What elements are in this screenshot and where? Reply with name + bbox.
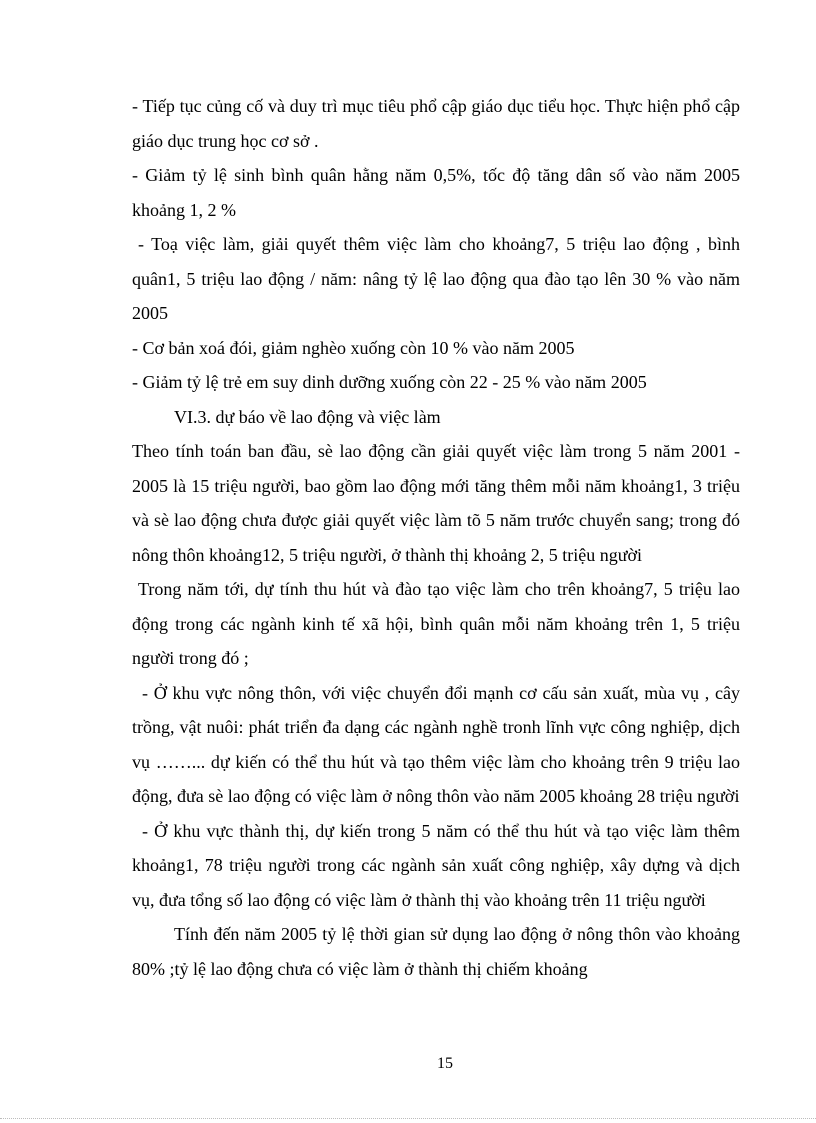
paragraph-rural-area: - Ở khu vực nông thôn, với việc chuyển đổi mạnh cơ cấu sản xuất, mùa vụ , cây trồng, vật nuôi: phát triển đa dạng các ngành nghề tronh lĩnh vực công nghiệp, dịch vụ ……... dự kiến có thể thu hút và tạo thêm việc làm cho khoảng trên 9 triệu lao động, đưa sè lao động có việc làm ở nông thôn vào năm 2005 khoảng 28 triệu người [132,682,740,806]
section-heading: VI.3. dự báo về lao động và việc làm [174,406,441,427]
paragraph-coming-year: Trong năm tới, dự tính thu hút và đào tạo việc làm cho trên khoảng7, 5 triệu lao động trong các ngành kinh tế xã hội, bình quân mỗi năm khoảng trên 1, 5 triệu người trong đó ; [132,579,740,668]
paragraph-child-malnutrition: - Giảm tỷ lệ trẻ em suy dinh dưỡng xuống còn 22 - 25 % vào năm 2005 [132,372,647,392]
paragraph-primary-education: - Tiếp tục củng cố và duy trì mục tiêu phổ cập giáo dục tiểu học. Thực hiện phổ cập giáo dục trung học cơ sở . [132,96,740,151]
paragraph-urban-area: - Ở khu vực thành thị, dự kiến trong 5 năm có thể thu hút và tạo việc làm thêm khoảng1, 78 triệu người trong các ngành sản xuất công nghiệp, xây dựng và dịch vụ, đưa tổng số lao động có việc làm ở thành thị vào khoảng trên 11 triệu người [132,820,740,910]
body-text [132,89,740,986]
page-bottom-border [0,1118,816,1119]
paragraph-labor-estimate: Theo tính toán ban đầu, sè lao động cần giải quyết việc làm trong 5 năm 2001 - 2005 là 15 triệu người, bao gồm lao động mới tăng thêm mỗi năm khoảng1, 3 triệu và sè lao động chưa được giải quyết việc làm tõ 5 năm trước chuyển sang; trong đó nông thôn khoảng12, 5 triệu người, ở thành thị khoảng 2, 5 triệu người [132,441,740,565]
paragraph-poverty-reduction: - Cơ bản xoá đói, giảm nghèo xuống còn 10 % vào năm 2005 [132,337,575,358]
page-number: 15 [437,1055,453,1072]
paragraph-labor-usage: Tính đến năm 2005 tỷ lệ thời gian sử dụng lao động ở nông thôn vào khoảng 80% ;tỷ lệ lao động chưa có việc làm ở thành thị chiếm khoảng [132,924,740,979]
paragraph-birth-rate: - Giảm tỷ lệ sinh bình quân hằng năm 0,5%, tốc độ tăng dân số vào năm 2005 khoảng 1, 2 % [132,165,740,220]
paragraph-job-creation: - Toạ việc làm, giải quyết thêm việc làm cho khoảng7, 5 triệu lao động , bình quân1, 5 triệu lao động / năm: nâng tỷ lệ lao động qua đào tạo lên 30 % vào năm 2005 [132,234,740,323]
